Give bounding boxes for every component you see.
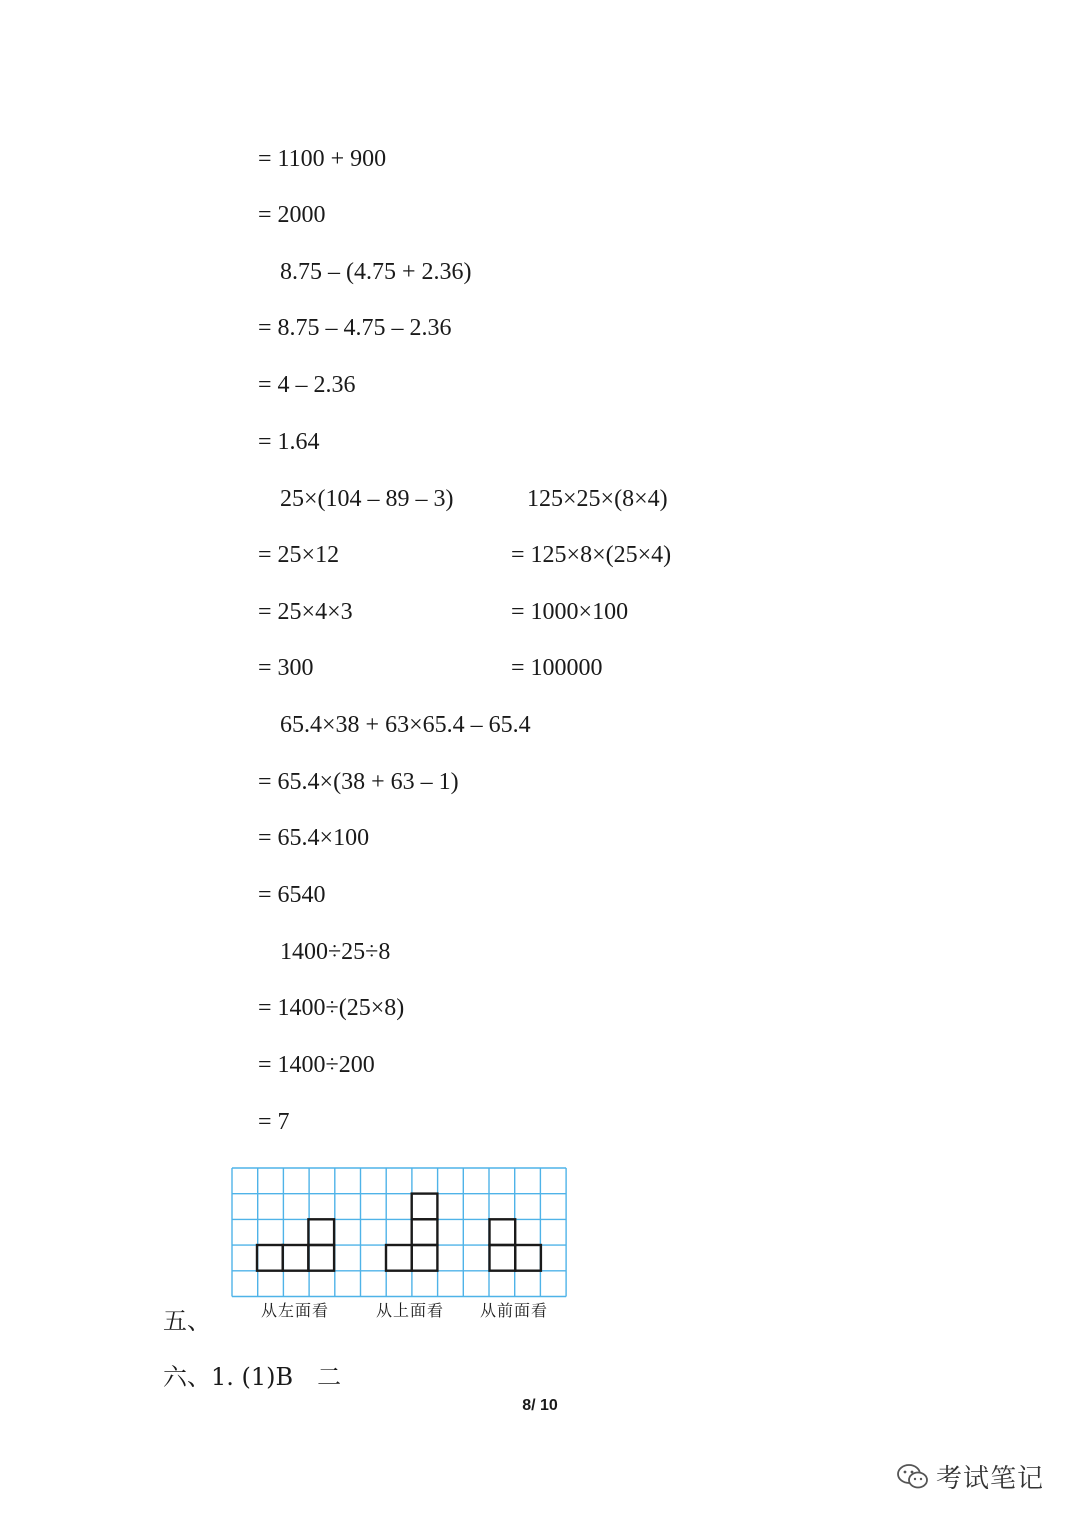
view-grid-svg [231,1167,569,1299]
section-five-label: 五、 [163,1307,211,1335]
left-view-caption: 从左面看 [261,1301,330,1320]
calc-line: = 6540 [258,882,326,908]
top-view-caption: 从上面看 [376,1301,445,1320]
calc-line: = 65.4×100 [258,825,370,851]
calc-line: = 8.75 – 4.75 – 2.36 [258,315,452,341]
calc-line: = 25×12 [258,542,340,568]
calc-line: 25×(104 – 89 – 3) [280,486,454,512]
front-view-square [490,1245,516,1271]
calc-line: 1400÷25÷8 [280,939,391,965]
calc-line: 8.75 – (4.75 + 2.36) [280,259,472,285]
view-grid [231,1167,569,1304]
calc-line: = 2000 [258,202,326,228]
section-six-answer: 六、1. (1)B 二 [163,1363,342,1391]
page-number: 8/ 10 [522,1397,558,1414]
calc-line: = 1.64 [258,429,320,455]
top-view-square [412,1245,438,1271]
front-view-square [515,1245,541,1271]
front-view-square [490,1219,516,1245]
calc-line: = 1400÷(25×8) [258,995,405,1021]
left-view-square [257,1245,283,1271]
left-view-square [283,1245,309,1271]
calc-line: = 4 – 2.36 [258,372,356,398]
calc-line: = 125×8×(25×4) [511,542,672,568]
watermark-text: 考试笔记 [936,1464,1045,1494]
watermark [896,1458,1044,1495]
top-view-square [386,1245,412,1271]
calc-line: = 100000 [511,655,603,681]
calc-line: 125×25×(8×4) [527,486,668,512]
calc-line: = 1000×100 [511,599,629,625]
calc-line: = 65.4×(38 + 63 – 1) [258,769,459,795]
front-view-caption: 从前面看 [480,1301,549,1320]
calc-line: 65.4×38 + 63×65.4 – 65.4 [280,712,531,738]
top-view-square [412,1194,438,1220]
top-view-square [412,1219,438,1245]
left-view-square [308,1219,334,1245]
calc-line: = 300 [258,655,314,681]
calc-line: = 1400÷200 [258,1052,375,1078]
left-view-square [308,1245,334,1271]
calc-line: = 1100 + 900 [258,146,387,172]
calc-line: = 25×4×3 [258,599,353,625]
wechat-icon [896,1462,930,1492]
calc-line: = 7 [258,1109,290,1135]
